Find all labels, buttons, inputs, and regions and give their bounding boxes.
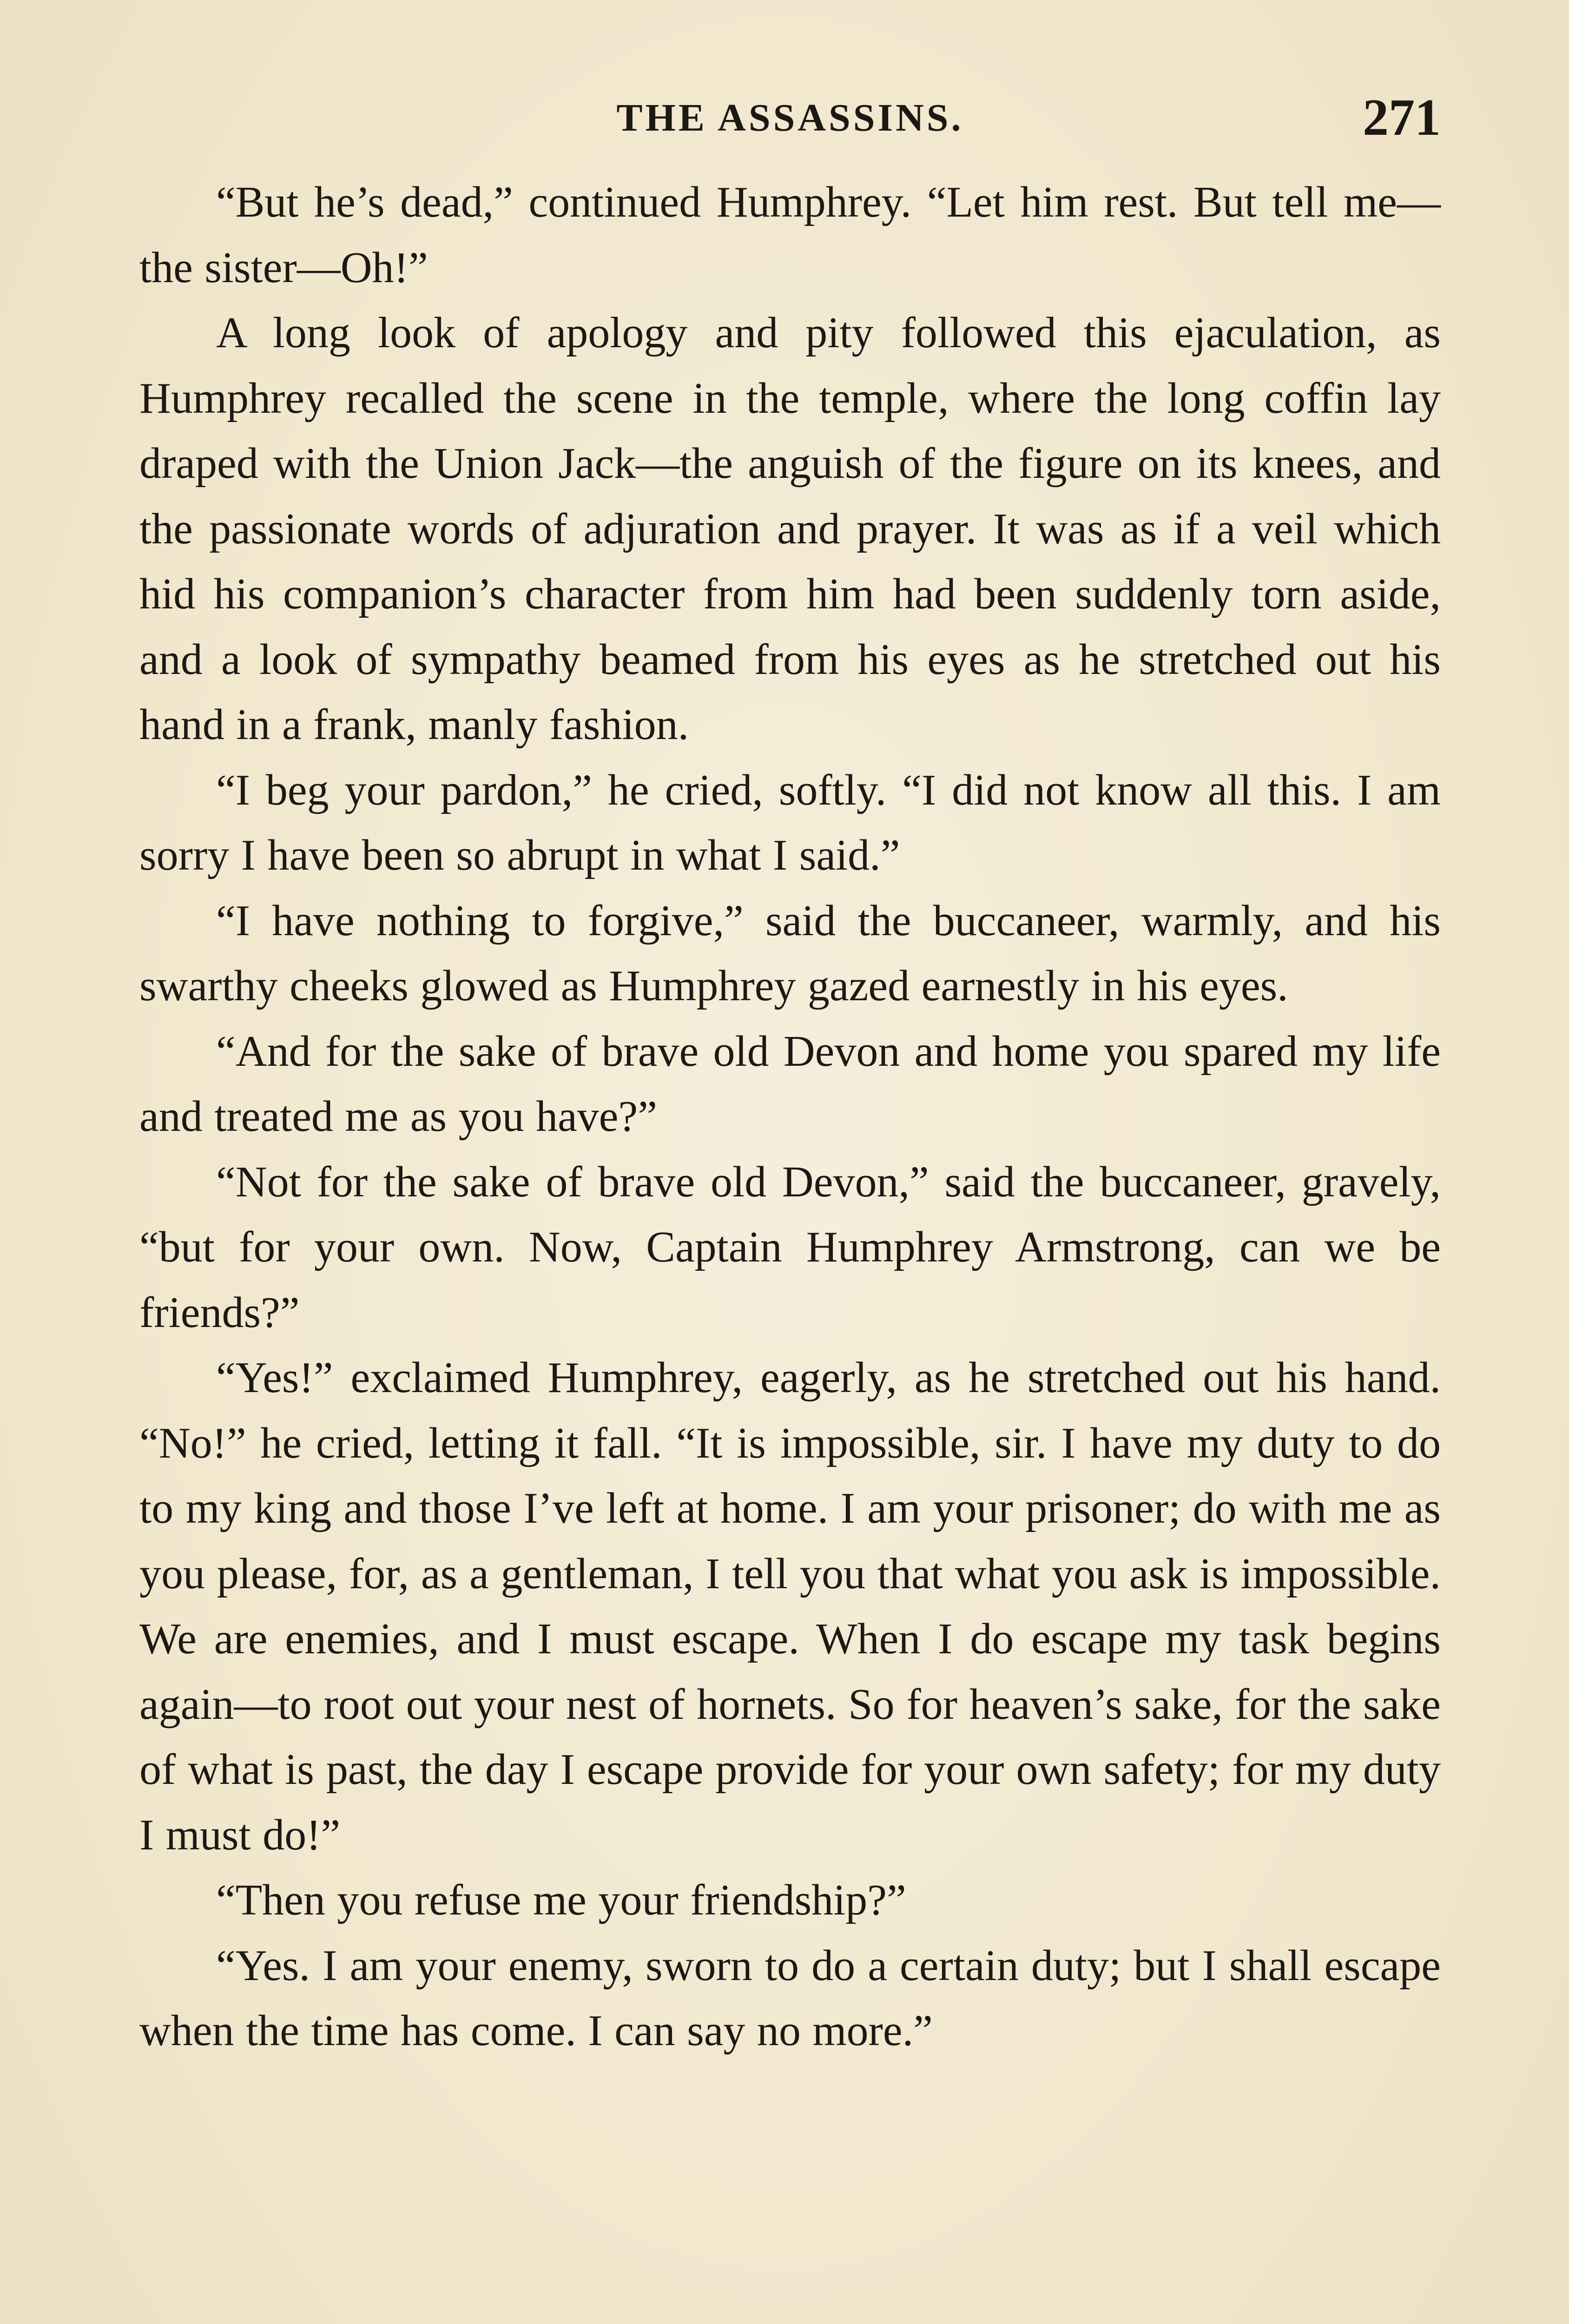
paragraph: “I have nothing to forgive,” said the buccaneer, warmly, and his swarthy cheeks glowed as Humphrey gazed earnestly in his eyes. xyxy=(139,896,1441,1010)
paragraph: “But he’s dead,” continued Humphrey. “Let him rest. But tell me—the sister—Oh!” xyxy=(139,178,1441,292)
paragraph: “Yes!” exclaimed Humphrey, eagerly, as he stretched out his hand. “No!” he cried, letting it fall. “It is impossible, sir. I have my duty to do to my king and those I’ve left at home. I am your prisoner; do with me as you please, for, as a gentleman, I tell you that what you ask is impossible. We are enemies, and I must escape. When I do escape my task begins again—to root out your nest of hornets. So for heaven’s sake, for the sake of what is past, the day I escape provide for your own safety; for my duty I must do!” xyxy=(139,1353,1441,1859)
body-text xyxy=(139,170,1441,2064)
running-head xyxy=(139,91,1441,151)
paragraph: A long look of apology and pity followed this ejaculation, as Humphrey recalled the scene in the temple, where the long coffin lay draped with the Union Jack—the anguish of the figure on its knees, and the passionate words of adjuration and prayer. It was as if a veil which hid his companion’s character from him had been suddenly torn aside, and a look of sympathy beamed from his eyes as he stretched out his hand in a frank, manly fashion. xyxy=(139,309,1441,749)
running-title: THE ASSASSINS. xyxy=(616,96,964,139)
paragraph: “Yes. I am your enemy, sworn to do a certain duty; but I shall escape when the time has come. I can say no more.” xyxy=(139,1941,1441,2055)
paragraph: “Not for the sake of brave old Devon,” said the buccaneer, gravely, “but for your own. Now, Captain Humphrey Armstrong, can we be friends?” xyxy=(139,1157,1441,1337)
paragraph: “Then you refuse me your friendship?” xyxy=(216,1876,906,1924)
page-number: 271 xyxy=(1363,89,1441,146)
paragraph: “And for the sake of brave old Devon and home you spared my life and treated me as you have?” xyxy=(139,1027,1441,1141)
paragraph: “I beg your pardon,” he cried, softly. “I did not know all this. I am sorry I have been so abrupt in what I said.” xyxy=(139,766,1441,879)
